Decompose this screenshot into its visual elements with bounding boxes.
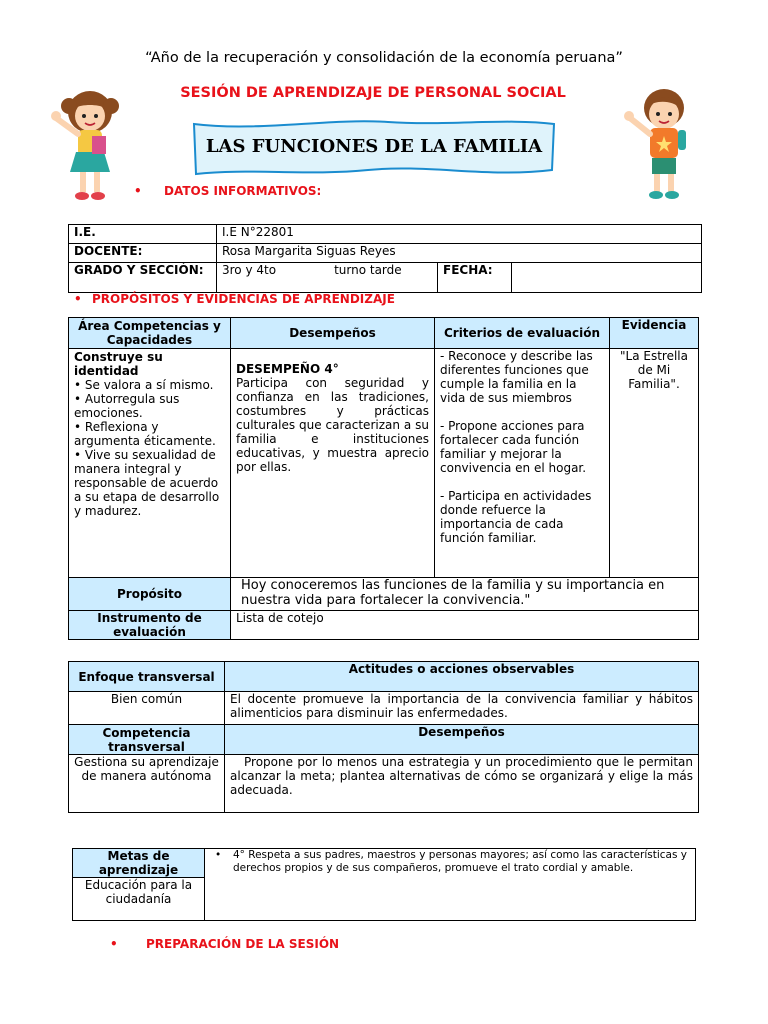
bullet-icon: • (134, 184, 142, 198)
proposito-label: Propósito (69, 578, 231, 611)
banner-title: LAS FUNCIONES DE LA FAMILIA (205, 136, 543, 157)
metas-area: Educación para la ciudadanía (73, 878, 205, 921)
header-desempenos-transversal: Desempeños (225, 725, 699, 755)
header-actitudes: Actitudes o acciones observables (225, 662, 699, 692)
docente-value: Rosa Margarita Siguas Reyes (217, 244, 702, 263)
header-competencia-transversal: Competencia transversal (69, 725, 225, 755)
criterio-item: - Propone acciones para fortalecer cada función familiar y mejorar la convivencia en el hogar. (440, 419, 587, 475)
header-criterios: Criterios de evaluación (435, 318, 610, 349)
header-evidencia: Evidencia (610, 318, 699, 349)
capacidad-item: • Se valora a sí mismo. (74, 378, 214, 392)
propositos-table (68, 317, 699, 640)
year-title: “Año de la recuperación y consolidación de la economía peruana” (145, 50, 623, 66)
competencia-transversal-value: Gestiona su aprendizaje de manera autónoma (69, 755, 225, 813)
header-area: Área Competencias y Capacidades (69, 318, 231, 349)
section-propositos-title: PROPÓSITOS Y EVIDENCIAS DE APRENDIZAJE (92, 292, 395, 306)
boy-illustration (620, 84, 698, 204)
fecha-label: FECHA: (438, 263, 512, 293)
ie-value: I.E N°22801 (217, 225, 702, 244)
metas-text-cell (205, 849, 696, 921)
metas-table (72, 848, 696, 921)
desempeno-title: DESEMPEÑO 4° (236, 362, 339, 376)
criterio-item: - Reconoce y describe las diferentes funciones que cumple la familia en la vida de sus miembros (440, 349, 593, 405)
bullet-icon: • (110, 937, 118, 951)
proposito-text: Hoy conoceremos las funciones de la familia y su importancia en nuestra vida para fortalecer la convivencia." (231, 578, 699, 611)
desempenos-transversal-value: Propone por lo menos una estrategia y un procedimiento que le permitan alcanzar la meta; plantea alternativas de cómo se organizará y elige la más adecuada. (225, 755, 699, 813)
enfoque-table (68, 661, 699, 813)
girl-illustration (48, 86, 132, 204)
header-metas: Metas de aprendizaje (73, 849, 205, 878)
capacidad-item: • Reflexiona y argumenta éticamente. (74, 420, 216, 448)
bullet-icon: • (74, 292, 82, 306)
competencia-name: Construye su identidad (74, 350, 163, 378)
actitudes-value: El docente promueve la importancia de la convivencia familiar y hábitos alimenticios para disminuir las enfermedades. (225, 692, 699, 725)
section-datos-title: DATOS INFORMATIVOS: (164, 184, 322, 198)
section-preparacion-title: PREPARACIÓN DE LA SESIÓN (146, 937, 340, 951)
instrumento-label: Instrumento de evaluación (69, 611, 231, 640)
ie-label: I.E. (69, 225, 217, 244)
session-title: SESIÓN DE APRENDIZAJE DE PERSONAL SOCIAL (180, 85, 566, 101)
grado-cell (217, 263, 438, 293)
enfoque-value: Bien común (69, 692, 225, 725)
capacidad-item: • Vive su sexualidad de manera integral y responsable de acuerdo a su etapa de desarrollo y madurez. (74, 448, 220, 518)
header-enfoque: Enfoque transversal (69, 662, 225, 692)
datos-table (68, 224, 702, 293)
criterio-item: - Participa en actividades donde refuerce la importancia de cada función familiar. (440, 489, 592, 545)
metas-text: 4° Respeta a sus padres, maestros y personas mayores; así como las características y derechos propios y de sus compañeros, promueve el trato cordial y amable. (233, 849, 687, 874)
grado-value: 3ro y 4to (222, 263, 277, 277)
evidencia-value: "La Estrella de Mi Familia". (610, 349, 699, 578)
turno-value: turno tarde (334, 263, 402, 277)
instrumento-text: Lista de cotejo (231, 611, 699, 640)
bullet-icon: • (215, 849, 222, 861)
desempeno-text: Participa con seguridad y confianza en las tradiciones, costumbres y prácticas culturales que caracterizan a su familia e instituciones educativas, y muestra aprecio por ellas. (236, 376, 429, 474)
header-desempenos: Desempeños (231, 318, 435, 349)
capacidad-item: • Autorregula sus emociones. (74, 392, 180, 420)
grado-label: GRADO Y SECCIÓN: (69, 263, 217, 293)
docente-label: DOCENTE: (69, 244, 217, 263)
fecha-value (512, 263, 702, 293)
